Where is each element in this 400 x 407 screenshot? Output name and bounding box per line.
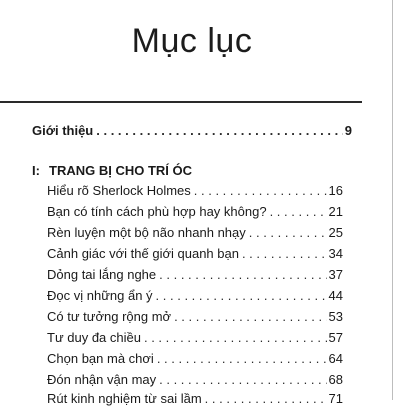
- section-title: TRANG BỊ CHO TRÍ ÓC: [49, 163, 192, 178]
- toc-entry: [47, 246, 343, 262]
- section-number: I:: [32, 163, 40, 178]
- toc-entry-label: Có tư tưởng rộng mở: [47, 309, 172, 324]
- toc-entry-page: 68: [328, 372, 343, 387]
- toc-entry-page: 21: [328, 204, 343, 219]
- toc-entry-intro: [32, 123, 352, 139]
- toc-entry-page: 9: [344, 123, 352, 138]
- dot-leader: [153, 288, 327, 304]
- dot-leader: [246, 225, 327, 241]
- toc-entry-label: Cảnh giác với thế giới quanh bạn: [47, 246, 239, 261]
- toc-entry: [47, 288, 343, 304]
- toc-entry-page: 34: [328, 246, 343, 261]
- toc-entry-label: Giới thiệu: [32, 123, 94, 138]
- toc-entry: [47, 391, 343, 407]
- toc-entry-page: 16: [328, 183, 343, 198]
- toc-entry-label: Bạn có tính cách phù hợp hay không?: [47, 204, 267, 219]
- toc-entry-label: Rút kinh nghiệm từ sai lầm: [47, 391, 202, 406]
- toc-entry: [47, 204, 343, 220]
- toc-entry: [47, 351, 343, 367]
- page-edge: [392, 0, 393, 400]
- section-heading: [32, 163, 192, 179]
- toc-entry-label: Rèn luyện một bộ não nhanh nhạy: [47, 225, 246, 240]
- toc-entry-page: 71: [328, 391, 343, 406]
- dot-leader: [267, 204, 327, 220]
- dot-leader: [154, 351, 327, 367]
- toc-entry-page: 64: [328, 351, 343, 366]
- toc-entry-label: Chọn bạn mà chơi: [47, 351, 154, 366]
- toc-entry: [47, 183, 343, 199]
- dot-leader: [202, 391, 327, 407]
- toc-entry-label: Đọc vị những ẩn ý: [47, 288, 153, 303]
- toc-entry: [47, 309, 343, 325]
- toc-entry-label: Tư duy đa chiều: [47, 330, 141, 345]
- page-title: Mục lục: [131, 22, 253, 60]
- dot-leader: [171, 309, 326, 325]
- toc-entry-page: 53: [328, 309, 343, 324]
- toc-entry-label: Đón nhận vận may: [47, 372, 157, 387]
- toc-entry-label: Hiểu rõ Sherlock Holmes: [47, 183, 191, 198]
- toc-entry-label: Dỏng tai lắng nghe: [47, 267, 157, 282]
- dot-leader: [191, 183, 327, 199]
- toc-entry-page: 25: [328, 225, 343, 240]
- toc-entry: [47, 330, 343, 346]
- dot-leader: [156, 372, 326, 388]
- dot-leader: [141, 330, 327, 346]
- toc-entry: [47, 372, 343, 388]
- toc-entry: [47, 267, 343, 283]
- toc-entry-page: 37: [328, 267, 343, 282]
- toc-entry-page: 44: [328, 288, 343, 303]
- toc-entry: [47, 225, 343, 241]
- dot-leader: [156, 267, 326, 283]
- dot-leader: [239, 246, 327, 262]
- toc-entry-page: 57: [328, 330, 343, 345]
- title-divider: [0, 101, 362, 103]
- dot-leader: [93, 123, 343, 139]
